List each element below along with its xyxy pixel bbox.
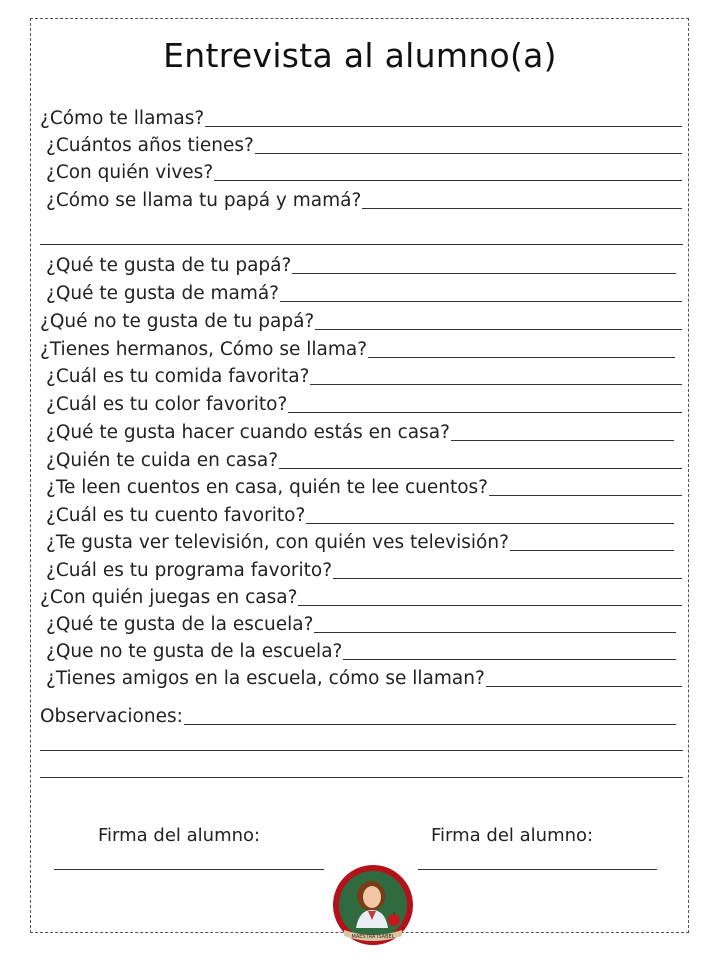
answer-line[interactable] bbox=[368, 356, 675, 358]
question-label: ¿Cómo te llamas? bbox=[40, 108, 205, 129]
question-label: ¿Con quién juegas en casa? bbox=[40, 587, 298, 608]
question-row bbox=[40, 334, 675, 361]
question-label: ¿Qué te gusta de la escuela? bbox=[46, 614, 314, 635]
signature-line-left[interactable] bbox=[54, 869, 324, 870]
signature-line-right[interactable] bbox=[418, 869, 657, 870]
answer-line[interactable] bbox=[489, 494, 682, 496]
answer-line[interactable] bbox=[255, 152, 682, 154]
question-label: ¿Cuál es tu programa favorito? bbox=[46, 560, 333, 581]
answer-line[interactable] bbox=[310, 383, 682, 385]
teacher-avatar-icon bbox=[332, 864, 414, 946]
question-row bbox=[46, 472, 682, 499]
question-row bbox=[46, 185, 682, 212]
question-row bbox=[40, 103, 682, 130]
question-row bbox=[46, 130, 682, 157]
observations-line[interactable] bbox=[40, 750, 683, 751]
question-label: ¿Qué no te gusta de tu papá? bbox=[40, 311, 315, 332]
answer-line[interactable] bbox=[40, 244, 683, 245]
question-label: ¿Tienes hermanos, Cómo se llama? bbox=[40, 339, 368, 360]
question-row bbox=[46, 157, 682, 184]
question-label: ¿Te gusta ver televisión, con quién ves televisión? bbox=[46, 532, 509, 553]
question-label: ¿Qué te gusta de tu papá? bbox=[46, 255, 292, 276]
observations-line[interactable] bbox=[40, 777, 683, 778]
answer-line[interactable] bbox=[362, 207, 682, 209]
answer-line[interactable] bbox=[333, 577, 682, 579]
observations-row bbox=[40, 701, 676, 728]
question-row bbox=[46, 445, 682, 472]
question-row bbox=[46, 389, 682, 416]
question-label: ¿Qué te gusta de mamá? bbox=[46, 283, 280, 304]
question-label: ¿Cuál es tu color favorito? bbox=[46, 394, 288, 415]
signature-label-left: Firma del alumno: bbox=[98, 825, 261, 846]
question-label: ¿Que no te gusta de la escuela? bbox=[46, 641, 343, 662]
question-label: ¿Con quién vives? bbox=[46, 162, 214, 183]
logo-text: MAESTRA ISABEL bbox=[351, 934, 395, 940]
question-row bbox=[46, 555, 682, 582]
question-label: ¿Tienes amigos en la escuela, cómo se llaman? bbox=[46, 668, 485, 689]
question-label: ¿Cómo se llama tu papá y mamá? bbox=[46, 190, 362, 211]
question-row bbox=[46, 636, 676, 663]
question-row bbox=[46, 663, 682, 690]
answer-line[interactable] bbox=[306, 522, 674, 524]
question-label: ¿Quién te cuida en casa? bbox=[46, 450, 279, 471]
question-row bbox=[46, 609, 676, 636]
question-label: ¿Cuál es tu cuento favorito? bbox=[46, 505, 306, 526]
answer-line[interactable] bbox=[298, 604, 682, 606]
answer-line[interactable] bbox=[279, 467, 682, 469]
answer-line[interactable] bbox=[314, 631, 676, 633]
question-row bbox=[40, 306, 682, 333]
answer-line[interactable] bbox=[315, 328, 682, 330]
observations-label: Observaciones: bbox=[40, 706, 183, 727]
answer-line[interactable] bbox=[451, 439, 674, 441]
answer-line[interactable] bbox=[214, 179, 682, 181]
question-label: ¿Te leen cuentos en casa, quién te lee cuentos? bbox=[46, 477, 489, 498]
answer-line[interactable] bbox=[510, 549, 674, 551]
question-label: ¿Cuántos años tienes? bbox=[46, 135, 254, 156]
observations-line[interactable] bbox=[184, 723, 676, 725]
question-row bbox=[46, 250, 676, 277]
question-label: ¿Cuál es tu comida favorita? bbox=[46, 366, 310, 387]
question-row bbox=[46, 417, 674, 444]
question-row bbox=[46, 361, 682, 388]
answer-line[interactable] bbox=[205, 125, 682, 127]
question-row bbox=[40, 582, 682, 609]
question-row bbox=[46, 500, 674, 527]
question-label: ¿Qué te gusta hacer cuando estás en casa? bbox=[46, 422, 450, 443]
answer-line[interactable] bbox=[288, 411, 682, 413]
answer-line[interactable] bbox=[292, 272, 676, 274]
signature-label-right: Firma del alumno: bbox=[431, 825, 594, 846]
answer-line[interactable] bbox=[280, 300, 682, 302]
page-title: Entrevista al alumno(a) bbox=[163, 36, 557, 75]
question-row bbox=[46, 278, 682, 305]
question-row bbox=[46, 527, 674, 554]
answer-line[interactable] bbox=[486, 685, 682, 687]
answer-line[interactable] bbox=[343, 658, 676, 660]
